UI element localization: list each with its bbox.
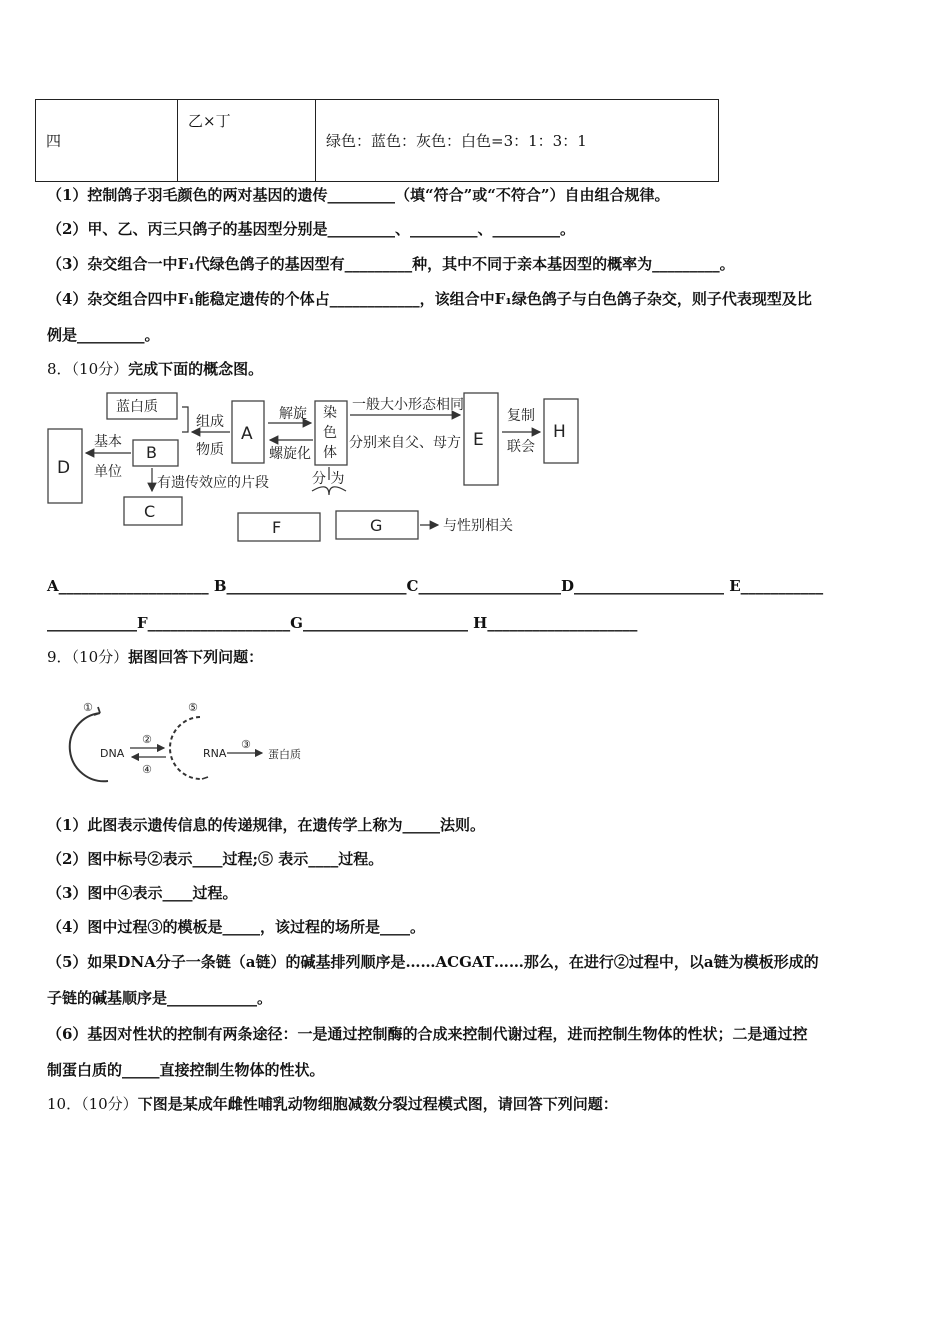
- label-unwind: 解旋: [279, 406, 307, 422]
- label-chrom-3: 体: [323, 445, 337, 461]
- q10-header: [47, 1094, 618, 1114]
- table-cross: 乙×丁: [178, 100, 316, 182]
- table-result: 绿色：蓝色：灰色：白色=3：1：3：1: [316, 100, 719, 182]
- q9-part2: （2）图中标号②表示____过程;⑤ 表示____过程。: [47, 850, 384, 868]
- label-compose-1: 组成: [196, 414, 224, 430]
- label-n4: ④: [142, 763, 152, 776]
- label-A: A: [241, 424, 253, 444]
- label-chrom-2: 色: [323, 425, 337, 441]
- label-H: H: [553, 422, 566, 442]
- label-compose-2: 物质: [196, 442, 224, 458]
- label-replicate: 复制: [507, 408, 535, 424]
- q9-part5-line2: 子链的碱基顺序是____________。: [47, 989, 273, 1007]
- label-protein-9: 蛋白质: [268, 748, 301, 761]
- label-sex: 与性别相关: [443, 518, 513, 534]
- label-unit: 单位: [94, 464, 122, 480]
- label-B: B: [146, 443, 157, 462]
- q8-number: 8．（10分）: [47, 360, 129, 378]
- label-C: C: [144, 502, 156, 521]
- label-G: G: [370, 516, 383, 535]
- q9-number: 9．（10分）: [47, 648, 129, 666]
- q7-part3: （3）杂交组合一中F₁代绿色鸽子的基因型有_________种，其中不同于亲本基因型的概率为_________。: [47, 255, 735, 273]
- arc-rna-replication: [170, 717, 202, 779]
- label-protein: 蓝白质: [116, 399, 158, 415]
- q9-header: [47, 647, 263, 667]
- label-D: D: [57, 458, 71, 478]
- q7-part4-line2: 例是_________。: [47, 326, 160, 344]
- label-n1: ①: [83, 701, 93, 714]
- brace-compose: [182, 407, 188, 432]
- q9-part6-line1: （6）基因对性状的控制有两条途径：一是通过控制酶的合成来控制代谢过程，进而控制生物体的性状；二是通过控: [47, 1025, 808, 1043]
- q9-part3: （3）图中④表示____过程。: [47, 884, 238, 902]
- q8-title: 完成下面的概念图。: [128, 360, 264, 378]
- q7-part2: （2）甲、乙、丙三只鸽子的基因型分别是_________、_________、_________。: [47, 220, 575, 238]
- label-effect: 有遗传效应的片段: [157, 475, 269, 491]
- label-F: F: [272, 518, 282, 537]
- q7-part1: （1）控制鸽子羽毛颜色的两对基因的遗传_________（填“符合”或“不符合”）自由组合规律。: [47, 186, 670, 204]
- central-dogma-diagram: [60, 695, 320, 790]
- q9-part1: （1）此图表示遗传信息的传递规律，在遗传学上称为_____法则。: [47, 816, 485, 834]
- label-synapse: 联会: [507, 439, 535, 455]
- q8-blanks-line1: A____________________ B________________________C___________________D____________________ E___________: [47, 577, 824, 595]
- q10-number: 10．（10分）: [47, 1095, 138, 1113]
- cross-table: [35, 99, 719, 182]
- q8-header: [47, 359, 263, 379]
- q9-title: 据图回答下列问题：: [128, 648, 264, 666]
- label-rna: RNA: [203, 747, 227, 760]
- label-same-1: 一般大小形态相同: [352, 397, 464, 413]
- label-dna: DNA: [100, 747, 125, 760]
- label-E: E: [473, 430, 484, 450]
- q8-blanks-line2: ____________F___________________G______________________ H____________________: [47, 614, 638, 632]
- label-basic: 基本: [94, 434, 122, 450]
- label-n5: ⑤: [188, 701, 198, 714]
- label-coil: 螺旋化: [269, 446, 311, 462]
- label-n3: ③: [241, 738, 251, 751]
- label-same-2: 分别来自父、母方: [349, 435, 461, 451]
- q10-title: 下图是某成年雌性哺乳动物细胞减数分裂过程模式图，请回答下列问题：: [137, 1095, 618, 1113]
- q9-part5-line1: （5）如果DNA分子一条链（a链）的碱基排列顺序是……ACGAT……那么，在进行②过程中，以a链为模板形成的: [47, 953, 819, 971]
- label-divide: 分 为: [312, 471, 345, 487]
- label-chrom-1: 染: [323, 405, 337, 421]
- q7-part4-line1: （4）杂交组合四中F₁能稳定遗传的个体占____________，该组合中F₁绿色鸽子与白色鸽子杂交，则子代表现型及比: [47, 290, 812, 308]
- q9-part6-line2: 制蛋白质的_____直接控制生物体的性状。: [47, 1061, 325, 1079]
- table-row-label: 四: [36, 100, 178, 182]
- concept-map: [40, 385, 600, 550]
- label-n2: ②: [142, 733, 152, 746]
- q9-part4: （4）图中过程③的模板是_____，该过程的场所是____。: [47, 918, 425, 936]
